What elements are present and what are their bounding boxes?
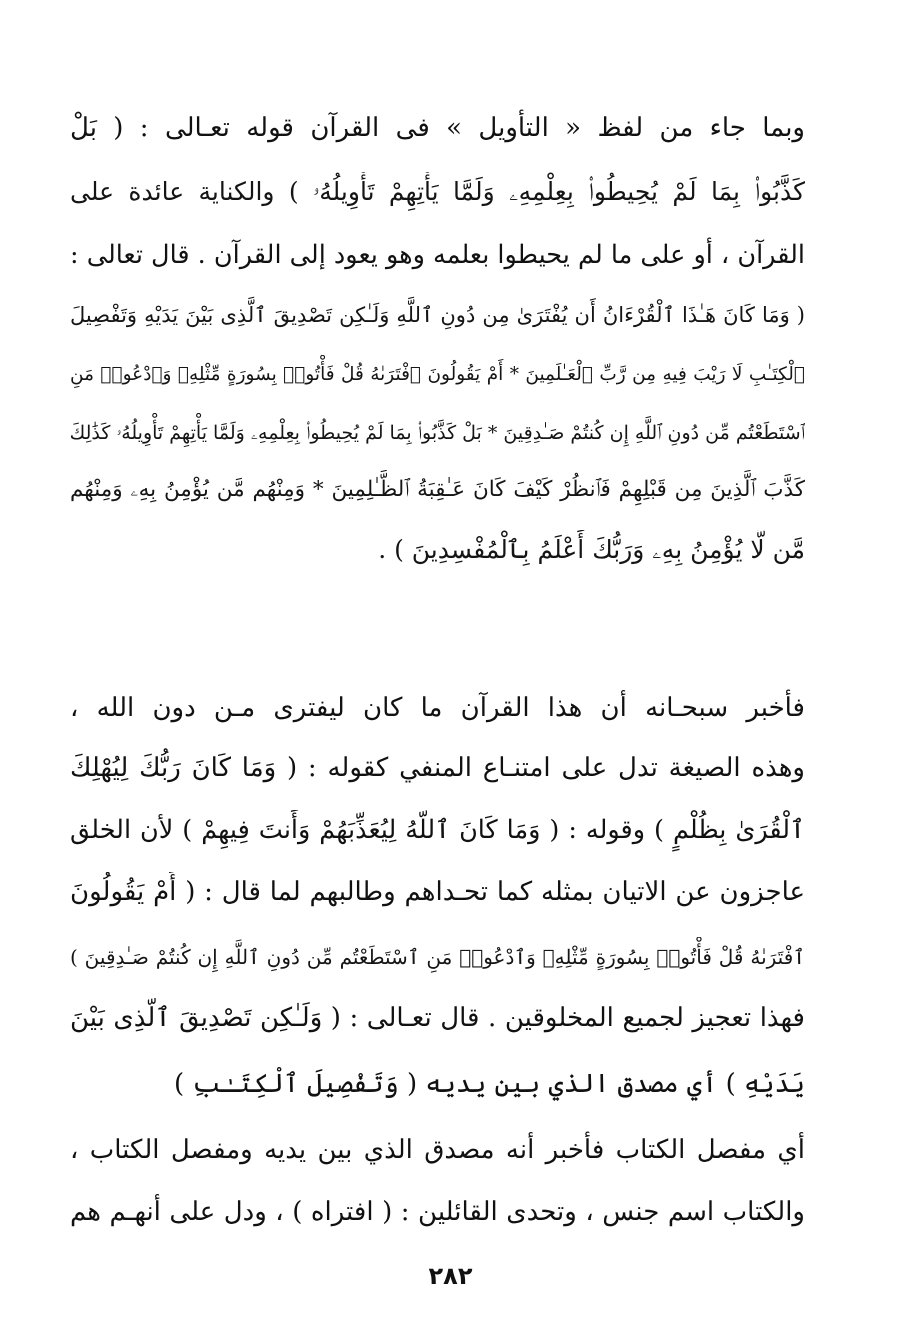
text-line-15: يَدَيْهِ ) أي مصدق الذي بين يديه ( وَتَفْصِيلَ ٱلْكِتَـٰبِ ) [173, 1069, 805, 1099]
quran-line-8: مَّن لَّا يُؤْمِنُ بِهِۦ وَرَبُّكَ أَعْلَمُ بِٱلْمُفْسِدِينَ ) . [378, 535, 805, 564]
text-line-9: فأخبر سبحـانه أن هذا القرآن ما كان ليفترى مـن دون الله ، [70, 693, 805, 723]
quran-line-5: ٱلْكِتَـٰبِ لَا رَيْبَ فِيهِ مِن رَّبِّ ٱلْعَـٰلَمِينَ * أَمْ يَقُولُونَ ٱفْتَرَىٰهُ قُلْ فَأْتُوا۟ بِسُورَةٍ مِّثْلِهِۦ وَٱدْعُوا۟ مَنِ [70, 364, 805, 385]
text-line-1: وبما جاء من لفظ « التأويل » فى القرآن قوله تعـالى : ( بَلْ [70, 113, 805, 143]
quran-line-13: ٱفْتَرَىٰهُ قُلْ فَأْتُوا۟ بِسُورَةٍ مِّثْلِهِۦ وَٱدْعُوا۟ مَنِ ٱسْتَطَعْتُم مِّن دُونِ ٱللَّهِ إِن كُنتُمْ صَـٰدِقِينَ ) [70, 945, 805, 969]
page-number: ٢٨٢ [428, 1262, 473, 1290]
text-line-3: القرآن ، أو على ما لم يحيطوا بعلمه وهو يعود إلى القرآن . قال تعالى : [70, 240, 805, 270]
quran-line-7: كَذَّبَ ٱلَّذِينَ مِن قَبْلِهِمْ فَٱنظُرْ كَيْفَ كَانَ عَـٰقِبَةُ ٱلظَّـٰلِمِينَ * وَمِنْهُم مَّن يُؤْمِنُ بِهِۦ وَمِنْهُم [70, 477, 805, 502]
text-line-12: عاجزون عن الاتيان بمثله كما تحـداهم وطالبهم لما قال : ( أَمْ يَقُولُونَ [70, 877, 805, 907]
text-line-2: كَذَّبُوا۟ بِمَا لَمْ يُحِيطُوا۟ بِعِلْمِهِۦ وَلَمَّا يَأْتِهِمْ تَأْوِيلُهُۥ ) والكناية عائدة على [70, 177, 805, 206]
quran-line-4: ( وَمَا كَانَ هَـٰذَا ٱلْقُرْءَانُ أَن يُفْتَرَىٰ مِن دُونِ ٱللَّهِ وَلَـٰكِن تَصْدِيقَ ٱلَّذِى بَيْنَ يَدَيْهِ وَتَفْصِيلَ [70, 303, 805, 327]
text-line-10: وهذه الصيغة تدل على امتنـاع المنفي كقوله : ( وَمَا كَانَ رَبُّكَ لِيُهْلِكَ [70, 753, 805, 783]
text-line-16: أي مفصل الكتاب فأخبر أنه مصدق الذي بين يديه ومفصل الكتاب ، [70, 1135, 805, 1165]
text-line-14: فهذا تعجيز لجميع المخلوقين . قال تعـالى : ( وَلَـٰكِن تَصْدِيقَ ٱلَّذِى بَيْنَ [70, 1003, 805, 1033]
quran-line-6: ٱسْتَطَعْتُم مِّن دُونِ ٱللَّهِ إِن كُنتُمْ صَـٰدِقِينَ * بَلْ كَذَّبُوا۟ بِمَا لَمْ يُحِيطُوا۟ بِعِلْمِهِۦ وَلَمَّا يَأْتِهِمْ تَأْوِيلُهُۥ كَذَٰلِكَ [70, 422, 805, 444]
text-line-11: ٱلْقُرَىٰ بِظُلْمٍ ) وقوله : ( وَمَا كَانَ ٱللَّهُ لِيُعَذِّبَهُمْ وَأَنتَ فِيهِمْ ) لأن الخلق [70, 815, 805, 845]
text-line-17: والكتاب اسم جنس ، وتحدى القائلين : ( افتراه ) ، ودل على أنهـم هم [70, 1197, 805, 1227]
